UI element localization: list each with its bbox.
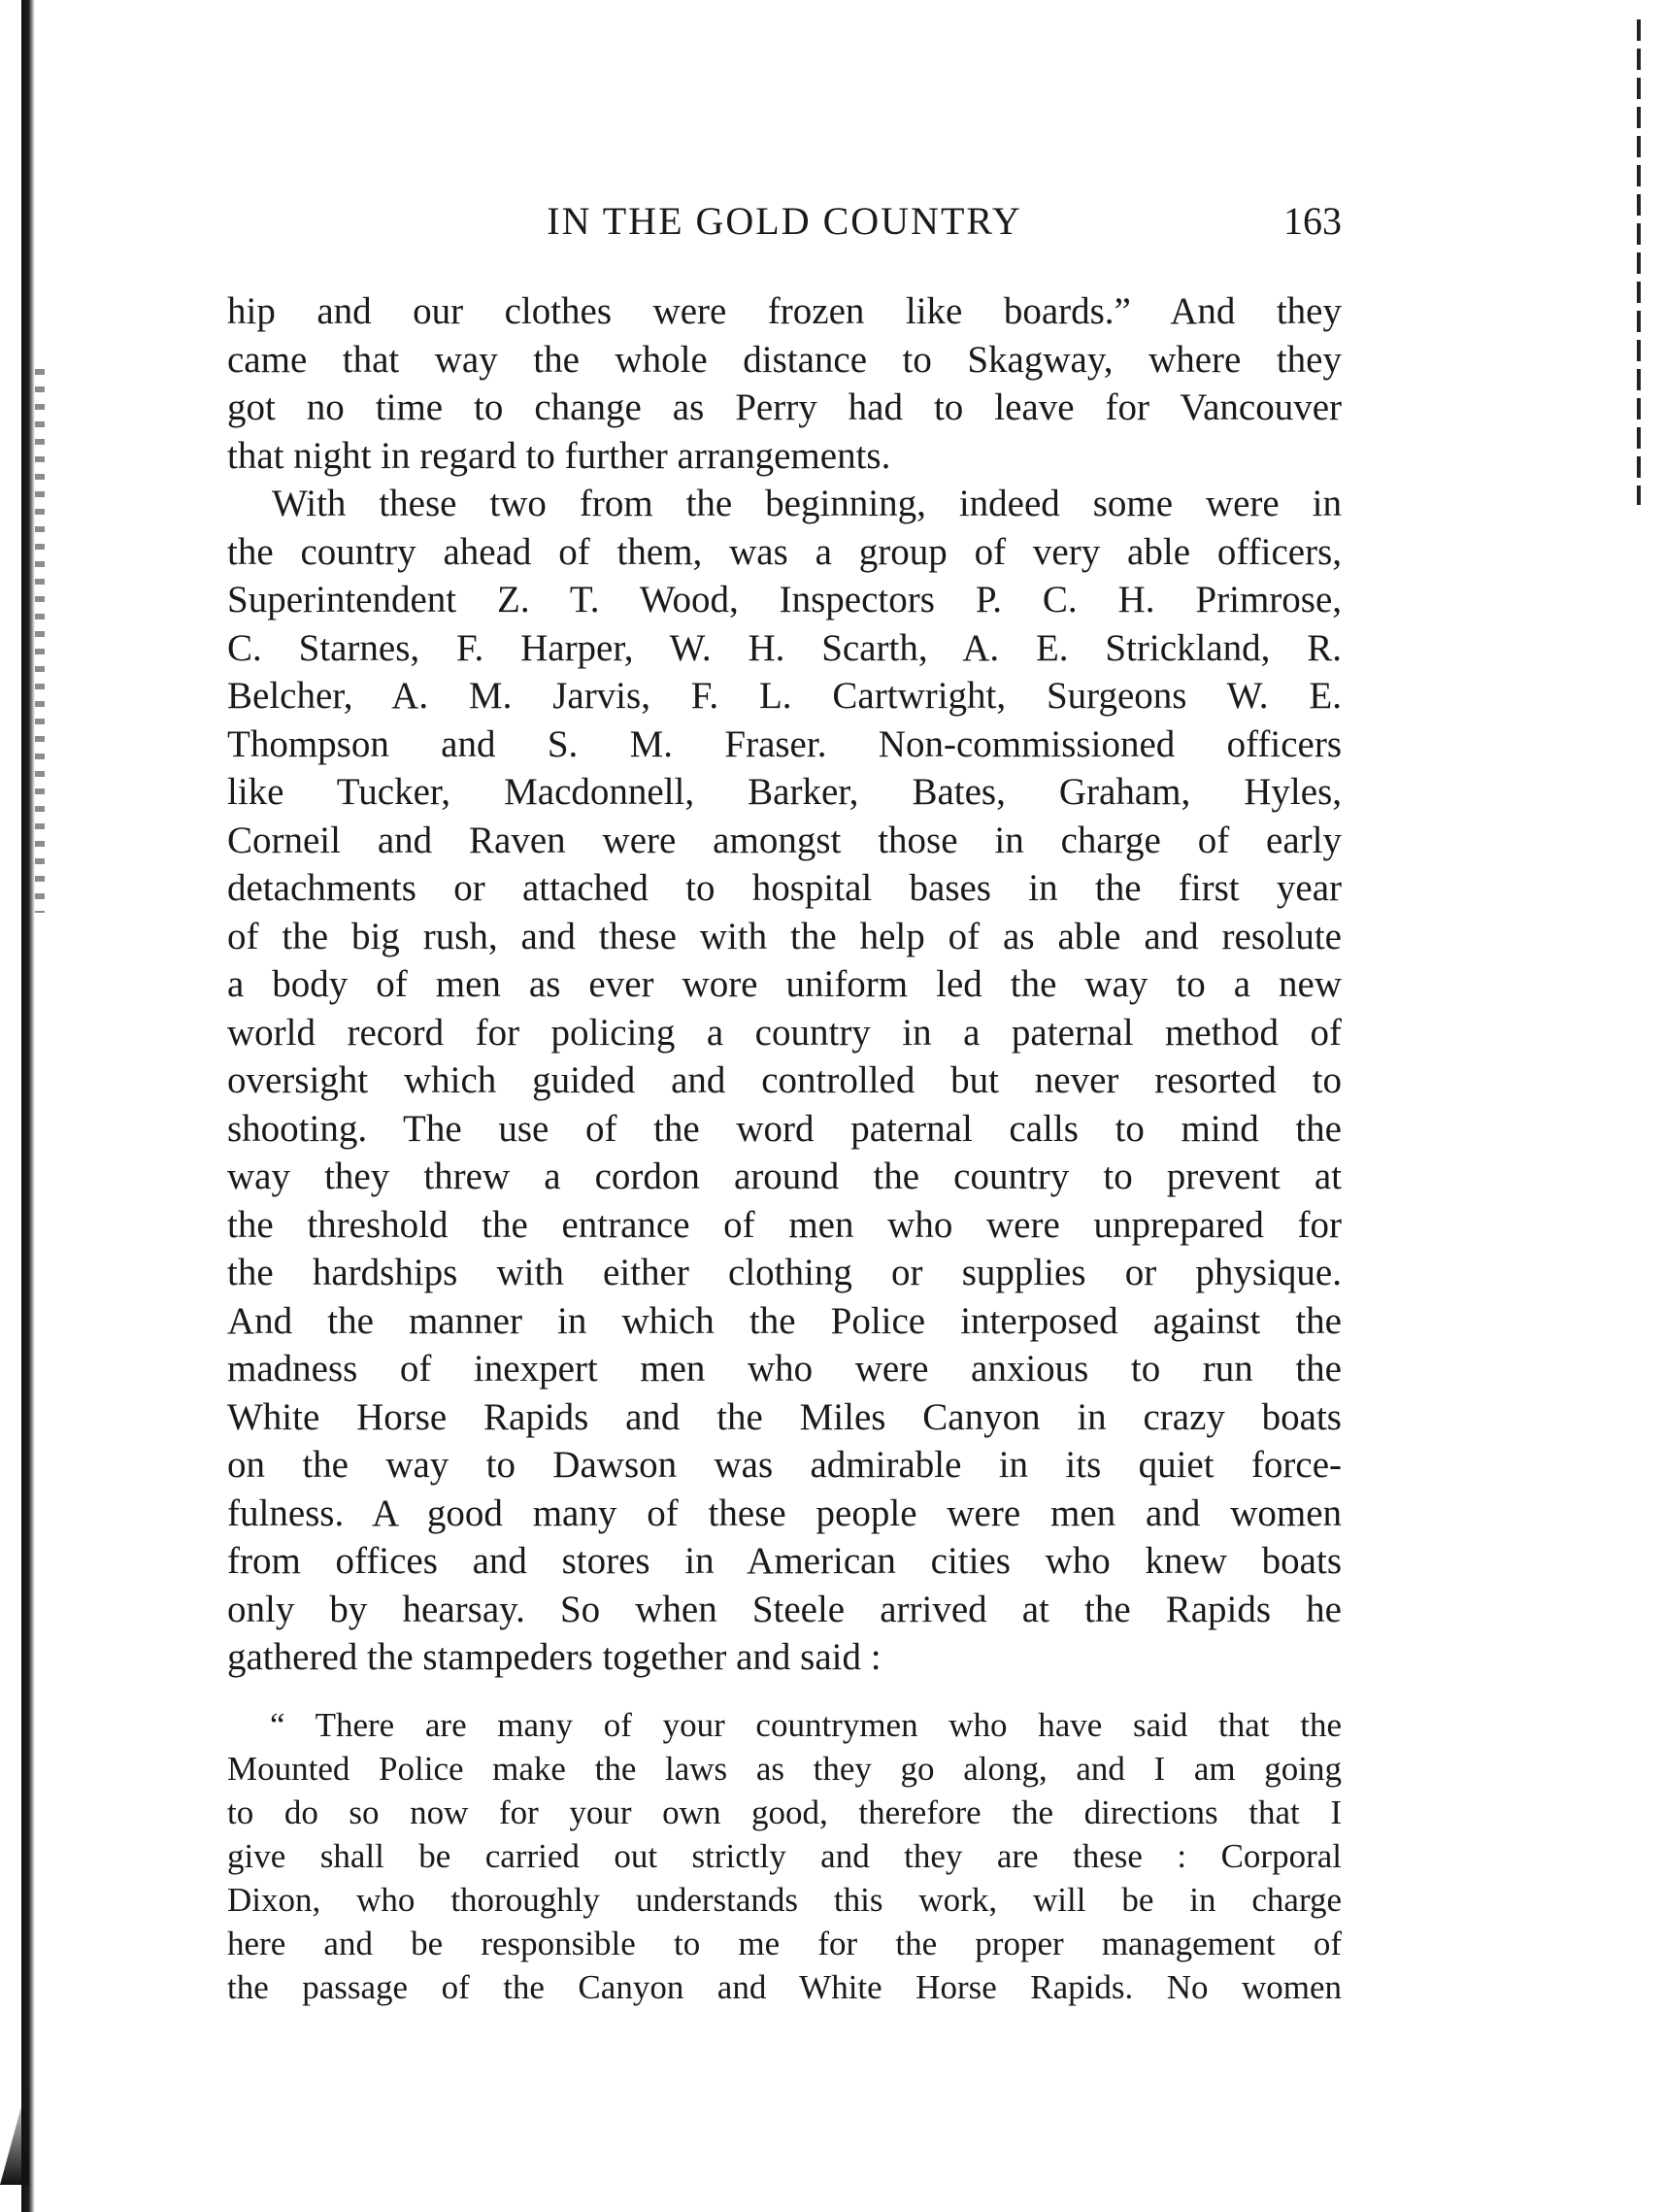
text-line: way they threw a cordon around the country to prevent at — [227, 1156, 1342, 1197]
text-line: C. Starnes, F. Harper, W. H. Scarth, A. E. Strickland, R. — [227, 626, 1342, 669]
text-line: With these two from the beginning, indeed some were in — [272, 483, 1342, 524]
text-line: the hardships with either clothing or supplies or physique. — [227, 1252, 1342, 1293]
text-line: only by hearsay. So when Steele arrived at the Rapids he — [227, 1588, 1342, 1630]
text-line: the country ahead of them, was a group of very able officers, — [227, 530, 1342, 573]
quote-line: to do so now for your own good, therefore the directions that I — [227, 1793, 1342, 1831]
text-line: a body of men as ever wore uniform led the way to a new — [227, 963, 1342, 1005]
text-line: like Tucker, Macdonnell, Barker, Bates, Graham, Hyles, — [227, 771, 1342, 813]
quote-line: here and be responsible to me for the proper management of — [227, 1925, 1342, 1962]
text-line: White Horse Rapids and the Miles Canyon in crazy boats — [227, 1395, 1342, 1438]
text-line: on the way to Dawson was admirable in its quiet force- — [227, 1444, 1342, 1486]
scan-edge-marks-right — [1637, 19, 1641, 505]
text-line: And the manner in which the Police interposed against the — [227, 1299, 1342, 1342]
quote-line: Mounted Police make the laws as they go along, and I am going — [227, 1750, 1342, 1788]
text-line: got no time to change as Perry had to leave for Vancouver — [227, 386, 1342, 428]
quote-line: “ There are many of your countrymen who have said that the — [270, 1706, 1342, 1744]
text-line: the threshold the entrance of men who were unprepared for — [227, 1203, 1342, 1246]
paragraph-officers — [227, 480, 1342, 1682]
text-line: Belcher, A. M. Jarvis, F. L. Cartwright, Surgeons W. E. — [227, 675, 1342, 717]
page-header — [227, 192, 1342, 251]
text-line: came that way the whole distance to Skagway, where they — [227, 338, 1342, 381]
text-line: that night in regard to further arrangements. — [227, 434, 891, 477]
text-line: Corneil and Raven were amongst those in charge of early — [227, 819, 1342, 861]
text-line: oversight which guided and controlled but never resorted to — [227, 1059, 1342, 1101]
scan-binding-shadow-left — [21, 0, 35, 2212]
text-line: detachments or attached to hospital bases in the first year — [227, 867, 1342, 909]
quote-line: Dixon, who thoroughly understands this work, will be in charge — [227, 1881, 1342, 1919]
block-quote — [227, 1703, 1342, 2009]
quote-line: the passage of the Canyon and White Horse Rapids. No women — [227, 1968, 1342, 2006]
text-line: fulness. A good many of these people were men and women — [227, 1491, 1342, 1534]
scan-corner-shadow — [0, 2078, 29, 2185]
page-number: 163 — [1283, 199, 1342, 243]
text-line: shooting. The use of the word paternal calls to mind the — [227, 1107, 1342, 1150]
text-line: from offices and stores in American cities who knew boats — [227, 1540, 1342, 1582]
scan-binding-marks-left — [35, 369, 45, 913]
quote-line: give shall be carried out strictly and they are these : Corporal — [227, 1837, 1342, 1875]
text-line: world record for policing a country in a paternal method of — [227, 1011, 1342, 1054]
text-line: Thompson and S. M. Fraser. Non-commissioned officers — [227, 722, 1342, 765]
text-line: gathered the stampeders together and said : — [227, 1636, 882, 1678]
text-line: Superintendent Z. T. Wood, Inspectors P. C. H. Primrose, — [227, 579, 1342, 620]
running-title: IN THE GOLD COUNTRY — [547, 199, 1022, 243]
text-line: madness of inexpert men who were anxious to run the — [227, 1348, 1342, 1390]
text-line: hip and our clothes were frozen like boards.” And they — [227, 290, 1342, 332]
paragraph-continued — [227, 287, 1342, 480]
text-line: of the big rush, and these with the help of as able and resolute — [227, 915, 1342, 957]
